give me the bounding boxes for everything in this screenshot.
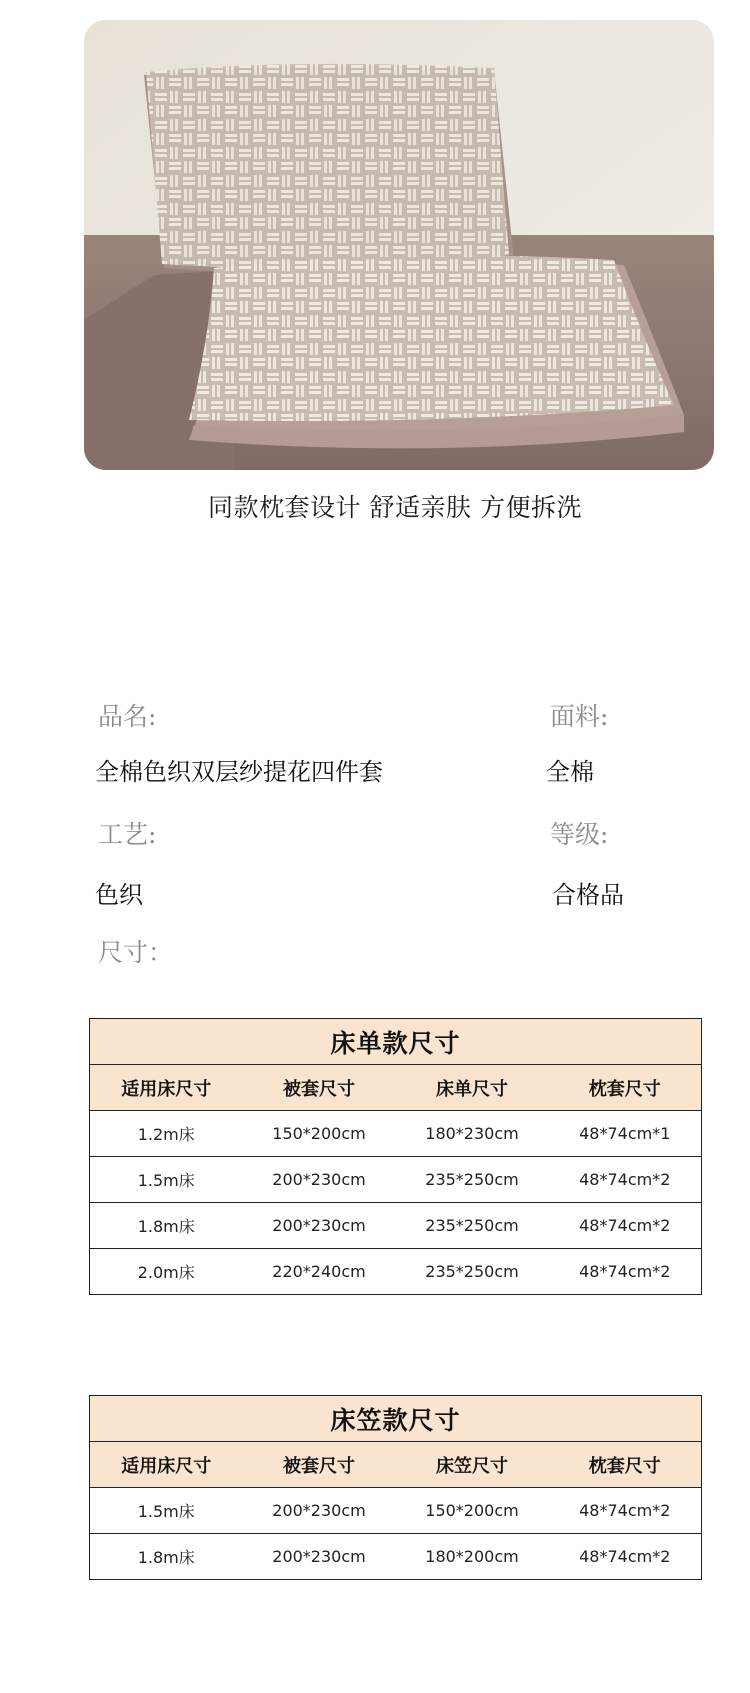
sheet-size-table	[89, 1018, 702, 1295]
table-cell: 220*240cm	[243, 1249, 396, 1295]
table-cell: 1.2m床	[90, 1111, 243, 1157]
column-header: 适用床尺寸	[90, 1442, 243, 1488]
table-cell: 48*74cm*2	[549, 1157, 702, 1203]
grade-value: 合格品	[552, 881, 624, 909]
table-row	[90, 1534, 702, 1580]
product-name-label: 品名:	[98, 702, 157, 731]
table-cell: 235*250cm	[396, 1249, 549, 1295]
table-cell: 150*200cm	[396, 1488, 549, 1534]
table-row	[90, 1488, 702, 1534]
table-cell: 235*250cm	[396, 1203, 549, 1249]
table-cell: 235*250cm	[396, 1157, 549, 1203]
fabric-label: 面料:	[550, 702, 609, 731]
table-cell: 200*230cm	[243, 1488, 396, 1534]
column-header: 枕套尺寸	[549, 1442, 702, 1488]
column-header: 床笠尺寸	[396, 1442, 549, 1488]
column-header: 适用床尺寸	[90, 1065, 243, 1111]
column-header: 被套尺寸	[243, 1442, 396, 1488]
sheet-table-title: 床单款尺寸	[90, 1019, 702, 1065]
craft-value: 色织	[95, 881, 143, 909]
table-cell: 150*200cm	[243, 1111, 396, 1157]
table-row	[90, 1203, 702, 1249]
table-row	[90, 1249, 702, 1295]
product-name-value: 全棉色织双层纱提花四件套	[95, 758, 383, 786]
table-cell: 200*230cm	[243, 1157, 396, 1203]
table-cell: 1.8m床	[90, 1534, 243, 1580]
column-header: 床单尺寸	[396, 1065, 549, 1111]
fabric-value: 全棉	[546, 758, 594, 786]
table-cell: 48*74cm*2	[549, 1249, 702, 1295]
column-header: 枕套尺寸	[549, 1065, 702, 1111]
column-header: 被套尺寸	[243, 1065, 396, 1111]
grade-label: 等级:	[550, 820, 609, 849]
table-cell: 1.5m床	[90, 1488, 243, 1534]
table-row	[90, 1157, 702, 1203]
table-cell: 2.0m床	[90, 1249, 243, 1295]
table-cell: 200*230cm	[243, 1203, 396, 1249]
table-cell: 48*74cm*1	[549, 1111, 702, 1157]
table-cell: 48*74cm*2	[549, 1534, 702, 1580]
craft-label: 工艺:	[98, 820, 157, 849]
table-cell: 180*200cm	[396, 1534, 549, 1580]
fitted-size-table	[89, 1395, 702, 1580]
pillow-photo	[84, 20, 714, 470]
table-cell: 48*74cm*2	[549, 1488, 702, 1534]
pillow-image-icon	[84, 20, 714, 470]
fitted-table-title: 床笠款尺寸	[90, 1396, 702, 1442]
table-cell: 1.8m床	[90, 1203, 243, 1249]
size-label: 尺寸：	[98, 938, 174, 967]
photo-caption: 同款枕套设计 舒适亲肤 方便拆洗	[208, 493, 582, 522]
table-cell: 1.5m床	[90, 1157, 243, 1203]
table-cell: 48*74cm*2	[549, 1203, 702, 1249]
table-cell: 200*230cm	[243, 1534, 396, 1580]
table-row	[90, 1111, 702, 1157]
table-cell: 180*230cm	[396, 1111, 549, 1157]
